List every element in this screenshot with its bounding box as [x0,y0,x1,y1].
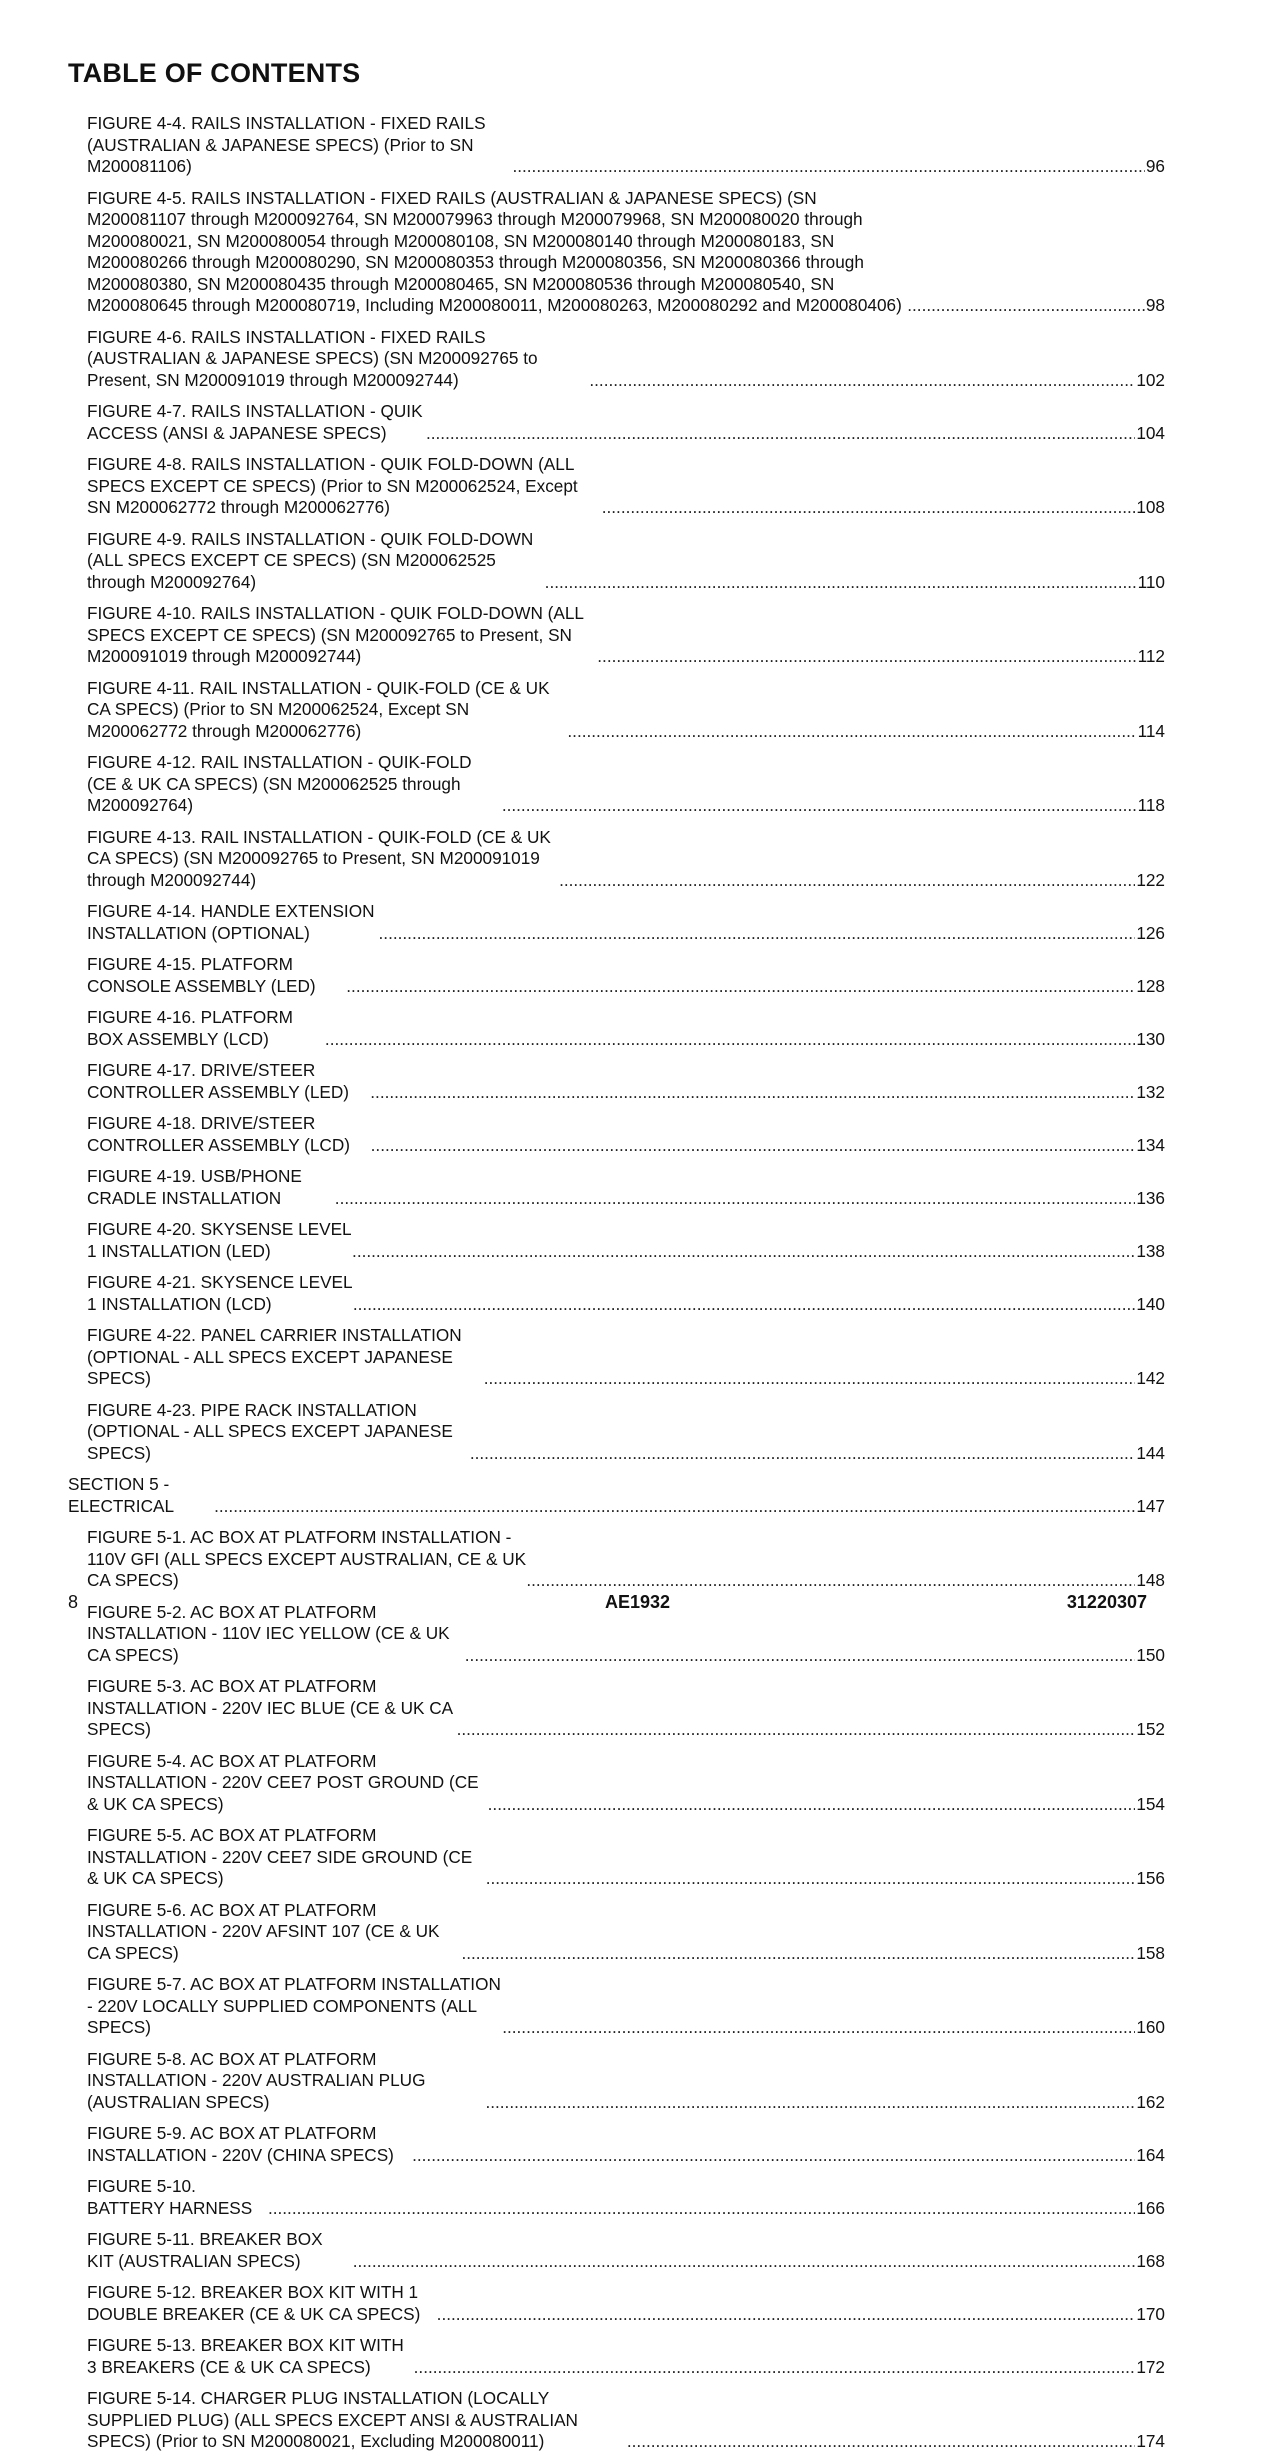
toc-entry-title: FIGURE 5-4. AC BOX AT PLATFORM INSTALLATION - 220V CEE7 POST GROUND (CE & UK CA SPECS) [87,1750,479,1814]
toc-figure-entry[interactable] [68,529,1165,594]
toc-entry-page: 132 [1136,1081,1165,1102]
toc-entry-title: FIGURE 4-8. RAILS INSTALLATION - QUIK FOLD-DOWN (ALL SPECS EXCEPT CE SPECS) (Prior to SN M200062524, Except SN M200062772 through M200062776) [87,454,578,517]
toc-entry-line [87,678,1165,743]
toc-figure-entry[interactable] [68,1219,1165,1262]
toc-entry-title: FIGURE 5-10. BATTERY HARNESS [87,2176,253,2218]
toc-entry-line [87,1272,1165,1315]
dot-leader [486,1868,1136,1890]
toc-entry-line [87,2335,1165,2378]
dot-leader [502,795,1137,817]
toc-entry-line [87,954,1165,997]
toc-entry-page: 156 [1136,1868,1165,1888]
toc-list [68,113,1165,2463]
toc-entry-page: 172 [1136,2356,1165,2377]
dot-leader [526,1570,1135,1592]
dot-leader [352,1241,1135,1263]
toc-entry-page: 110 [1137,571,1165,592]
toc-figure-entry[interactable] [68,1272,1165,1315]
toc-entry-page: 114 [1137,720,1165,741]
toc-figure-entry[interactable] [68,1974,1165,2039]
toc-figure-entry[interactable] [68,1751,1165,1816]
toc-entry-page: 126 [1136,922,1165,943]
toc-entry-title: FIGURE 4-19. USB/PHONE CRADLE INSTALLATION [87,1166,302,1208]
toc-entry-page: 104 [1136,422,1165,443]
dot-leader [353,2251,1136,2273]
dot-leader [461,1943,1135,1965]
toc-entry-title: FIGURE 4-7. RAILS INSTALLATION - QUIK ACCESS (ANSI & JAPANESE SPECS) [87,401,423,443]
toc-entry-title: FIGURE 5-8. AC BOX AT PLATFORM INSTALLATION - 220V AUSTRALIAN PLUG (AUSTRALIAN SPECS) [87,2048,426,2112]
toc-entry-title: FIGURE 4-16. PLATFORM BOX ASSEMBLY (LCD) [87,1007,293,1049]
dot-leader [353,1294,1135,1316]
dot-leader [602,497,1136,519]
toc-figure-entry[interactable] [68,954,1165,997]
toc-entry-title: FIGURE 5-6. AC BOX AT PLATFORM INSTALLATION - 220V AFSINT 107 (CE & UK CA SPECS) [87,1899,440,1963]
dot-leader [589,370,1135,392]
toc-entry-title: FIGURE 5-7. AC BOX AT PLATFORM INSTALLATION - 220V LOCALLY SUPPLIED COMPONENTS (ALL SPECS) [87,1974,501,2037]
toc-entry-title: FIGURE 4-4. RAILS INSTALLATION - FIXED RAILS (AUSTRALIAN & JAPANESE SPECS) (Prior to SN M200081106) [87,113,486,176]
toc-entry-title: FIGURE 5-1. AC BOX AT PLATFORM INSTALLATION - 110V GFI (ALL SPECS EXCEPT AUSTRALIAN, CE & UK CA SPECS) [87,1527,527,1590]
toc-figure-entry[interactable] [68,2229,1165,2272]
toc-entry-line [87,1900,1165,1965]
toc-entry-title: FIGURE 4-21. SKYSENCE LEVEL 1 INSTALLATION (LCD) [87,1272,352,1314]
dot-leader [426,423,1135,445]
toc-entry-line [87,2049,1165,2114]
toc-entry-page: 102 [1136,369,1165,390]
toc-entry-page: 158 [1136,1942,1165,1963]
toc-entry-title: FIGURE 5-11. BREAKER BOX KIT (AUSTRALIAN SPECS) [87,2229,323,2271]
toc-entry-line [87,901,1165,944]
dot-leader [470,1443,1135,1465]
dot-leader [437,2304,1136,2326]
toc-figure-entry[interactable] [68,2282,1165,2325]
toc-entry-page: 164 [1136,2144,1165,2165]
toc-entry-title: FIGURE 5-2. AC BOX AT PLATFORM INSTALLATION - 110V IEC YELLOW (CE & UK CA SPECS) [87,1601,450,1665]
toc-entry-page: 148 [1136,1570,1165,1590]
toc-entry-page: 166 [1136,2197,1165,2218]
toc-figure-entry[interactable] [68,1007,1165,1050]
footer-page-number: 8 [68,1592,79,1612]
dot-leader [559,870,1135,892]
toc-figure-entry[interactable] [68,678,1165,743]
toc-entry-line [87,2176,1165,2219]
toc-entry-line [87,2282,1165,2325]
toc-entry-page: 142 [1136,1368,1165,1388]
toc-entry-line [87,529,1165,594]
toc-entry-title: FIGURE 4-5. RAILS INSTALLATION - FIXED RAILS (AUSTRALIAN & JAPANESE SPECS) (SN M200081107 through M200092764, SN M200079963 through M200079968, SN M200080020 through M200080021, SN M200080054 through M200080108, SN M200080140 through M200080183, SN M200080266 through M200080290, SN M200080353 through M200080356, SN M200080366 through M200080380, SN M200080435 through M200080465, SN M200080536 through M200080540, SN M200080645 through M200080719, Including M200080011, M200080263, M200080292 and M200080406) [87,187,902,315]
toc-entry-title: FIGURE 5-5. AC BOX AT PLATFORM INSTALLATION - 220V CEE7 SIDE GROUND (CE & UK CA SPECS) [87,1825,473,1888]
toc-entry-page: 154 [1136,1793,1165,1814]
dot-leader [465,1645,1136,1667]
toc-figure-entry[interactable] [68,2049,1165,2114]
toc-entry-page: 96 [1145,156,1165,176]
toc-entry-title: FIGURE 4-22. PANEL CARRIER INSTALLATION (OPTIONAL - ALL SPECS EXCEPT JAPANESE SPECS) [87,1325,462,1388]
toc-figure-entry[interactable] [68,327,1165,392]
toc-entry-line [87,1751,1165,1816]
toc-entry-title: FIGURE 4-11. RAIL INSTALLATION - QUIK-FOLD (CE & UK CA SPECS) (Prior to SN M200062524, Except SN M200062772 through M200062776) [87,677,550,741]
toc-entry-line [87,1825,1165,1890]
toc-figure-entry[interactable] [68,1060,1165,1103]
toc-entry-line [87,1113,1165,1156]
page-title: TABLE OF CONTENTS [68,58,361,88]
toc-entry-page: 144 [1136,1442,1165,1463]
toc-entry-page: 174 [1136,2431,1165,2451]
toc-entry-title: FIGURE 5-13. BREAKER BOX KIT WITH 3 BREAKERS (CE & UK CA SPECS) [87,2335,404,2377]
dot-leader [597,646,1136,668]
toc-figure-entry[interactable] [68,901,1165,944]
toc-entry-page: 122 [1136,869,1165,890]
toc-entry-title: FIGURE 4-14. HANDLE EXTENSION INSTALLATION (OPTIONAL) [87,901,375,943]
toc-figure-entry[interactable] [68,1113,1165,1156]
toc-figure-entry[interactable] [68,1676,1165,1741]
toc-figure-entry[interactable] [68,1400,1165,1465]
toc-entry-title: SECTION 5 - ELECTRICAL [68,1474,175,1516]
toc-figure-entry[interactable] [68,603,1165,668]
toc-entry-title: FIGURE 5-3. AC BOX AT PLATFORM INSTALLATION - 220V IEC BLUE (CE & UK CA SPECS) [87,1676,453,1739]
toc-entry-line [68,1474,1165,1517]
dot-leader [370,1082,1135,1104]
dot-leader [907,295,1145,317]
toc-entry-line [87,1007,1165,1050]
toc-entry-title: FIGURE 5-9. AC BOX AT PLATFORM INSTALLATION - 220V (CHINA SPECS) [87,2123,394,2165]
toc-entry-page: 140 [1136,1293,1165,1314]
toc-figure-entry[interactable] [68,454,1165,519]
toc-figure-entry[interactable] [68,827,1165,892]
toc-entry-page: 134 [1136,1134,1165,1155]
toc-entry-page: 152 [1136,1719,1165,1739]
toc-entry-page: 138 [1136,1240,1165,1261]
dot-leader [412,2145,1135,2167]
toc-entry-line [87,1219,1165,1262]
dot-leader [335,1188,1136,1210]
toc-entry-line [87,1974,1165,2039]
toc-figure-entry[interactable] [68,2388,1165,2453]
toc-entry-line [87,454,1165,519]
toc-entry-title: FIGURE 4-10. RAILS INSTALLATION - QUIK FOLD-DOWN (ALL SPECS EXCEPT CE SPECS) (SN M200092765 to Present, SN M200091019 through M200092744) [87,603,584,666]
toc-entry-line [87,2229,1165,2272]
toc-entry-title: FIGURE 4-18. DRIVE/STEER CONTROLLER ASSEMBLY (LCD) [87,1113,350,1155]
toc-entry-line [87,1527,1165,1592]
toc-figure-entry[interactable] [68,2123,1165,2166]
dot-leader [268,2198,1135,2220]
toc-entry-line [87,827,1165,892]
toc-entry-line [87,1676,1165,1741]
toc-entry-title: FIGURE 4-17. DRIVE/STEER CONTROLLER ASSEMBLY (LED) [87,1060,350,1102]
dot-leader [484,1368,1136,1390]
toc-figure-entry[interactable] [68,2176,1165,2219]
toc-entry-line [87,2123,1165,2166]
toc-entry-page: 162 [1136,2091,1165,2112]
toc-entry-title: FIGURE 5-14. CHARGER PLUG INSTALLATION (LOCALLY SUPPLIED PLUG) (ALL SPECS EXCEPT ANSI & AUSTRALIAN SPECS) (Prior to SN M200080021, Excluding M200080011) [87,2388,578,2451]
toc-figure-entry[interactable] [68,401,1165,444]
toc-entry-page: 147 [1136,1495,1165,1516]
toc-figure-entry[interactable] [68,1325,1165,1390]
toc-section-entry[interactable] [68,1474,1165,1517]
toc-figure-entry[interactable] [68,188,1165,317]
toc-entry-title: FIGURE 4-15. PLATFORM CONSOLE ASSEMBLY (LED) [87,954,316,996]
toc-entry-page: 160 [1136,2017,1165,2037]
toc-entry-title: FIGURE 4-20. SKYSENSE LEVEL 1 INSTALLATION (LED) [87,1219,351,1261]
toc-entry-title: FIGURE 5-12. BREAKER BOX KIT WITH 1 DOUBLE BREAKER (CE & UK CA SPECS) [87,2282,421,2324]
toc-entry-title: FIGURE 4-6. RAILS INSTALLATION - FIXED RAILS (AUSTRALIAN & JAPANESE SPECS) (SN M200092765 to Present, SN M200091019 through M200092744) [87,326,538,390]
dot-leader [485,2092,1135,2114]
toc-entry-title: FIGURE 4-23. PIPE RACK INSTALLATION (OPTIONAL - ALL SPECS EXCEPT JAPANESE SPECS) [87,1399,453,1463]
toc-entry-page: 168 [1136,2250,1165,2271]
toc-figure-entry[interactable] [68,1527,1165,1592]
dot-leader [414,2357,1136,2379]
toc-entry-title: FIGURE 4-13. RAIL INSTALLATION - QUIK-FOLD (CE & UK CA SPECS) (SN M200092765 to Present, SN M200091019 through M200092744) [87,826,551,890]
dot-leader [379,923,1136,945]
toc-entry-page: 170 [1136,2303,1165,2324]
dot-leader [325,1029,1135,1051]
toc-figure-entry[interactable] [68,1825,1165,1890]
footer-doc-number: 31220307 [1066,1592,1147,1612]
toc-entry-line [87,113,1165,178]
toc-entry-page: 130 [1136,1028,1165,1049]
dot-leader [346,976,1135,998]
toc-figure-entry[interactable] [68,1166,1165,1209]
dot-leader [488,1794,1136,1816]
toc-entry-line [87,1325,1165,1390]
toc-figure-entry[interactable] [68,1900,1165,1965]
toc-entry-line [87,752,1165,817]
toc-entry-page: 150 [1136,1644,1165,1665]
toc-entry-page: 98 [1145,295,1165,315]
toc-entry-line [87,1060,1165,1103]
toc-entry-page: 136 [1136,1187,1165,1208]
toc-figure-entry[interactable] [68,113,1165,178]
toc-entry-page: 118 [1137,795,1165,815]
dot-leader [512,156,1144,178]
toc-entry-title: FIGURE 4-12. RAIL INSTALLATION - QUIK-FOLD (CE & UK CA SPECS) (SN M200062525 through M200092764) [87,752,472,815]
toc-entry-page: 108 [1136,497,1165,517]
toc-entry-title: FIGURE 4-9. RAILS INSTALLATION - QUIK FOLD-DOWN (ALL SPECS EXCEPT CE SPECS) (SN M200062525 through M200092764) [87,528,534,592]
toc-figure-entry[interactable] [68,752,1165,817]
toc-entry-line [87,603,1165,668]
footer-model: AE1932 [604,1592,671,1612]
toc-entry-line [87,1166,1165,1209]
toc-entry-line [87,2388,1165,2453]
toc-entry-line [87,401,1165,444]
toc-entry-line [87,1400,1165,1465]
dot-leader [371,1135,1136,1157]
toc-entry-line [87,327,1165,392]
toc-entry-page: 112 [1137,646,1165,666]
dot-leader [545,572,1137,594]
dot-leader [627,2431,1135,2453]
toc-entry-line [87,188,1165,317]
toc-figure-entry[interactable] [68,2335,1165,2378]
dot-leader [567,721,1136,743]
toc-entry-page: 128 [1136,975,1165,996]
dot-leader [214,1496,1135,1518]
dot-leader [502,2017,1135,2039]
dot-leader [457,1719,1136,1741]
